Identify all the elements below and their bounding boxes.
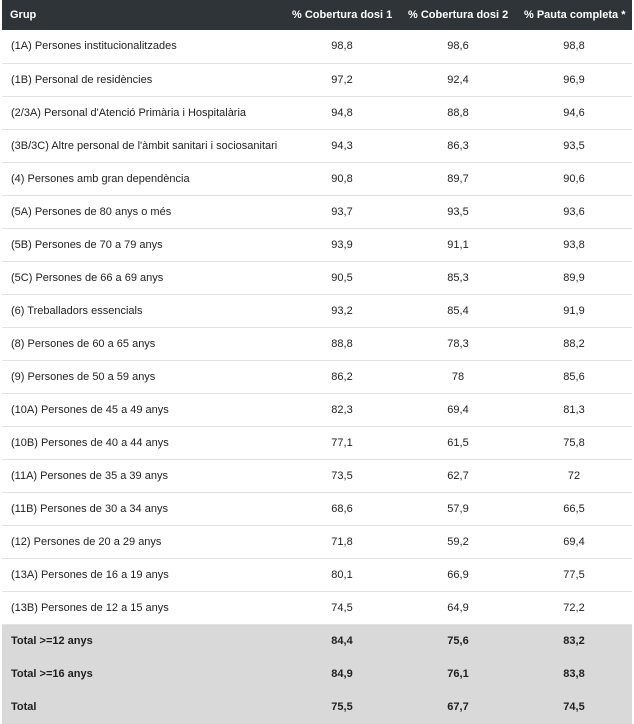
- coverage-table-container: [2, 0, 632, 724]
- column-header-full-schedule: % Pauta completa *: [524, 9, 626, 21]
- total-row: [2, 657, 632, 690]
- dose2-cell: 88,8: [447, 106, 469, 119]
- column-header-dose2: % Cobertura dosi 2: [408, 9, 509, 21]
- dose1-cell: 97,2: [331, 73, 353, 86]
- full-schedule-cell: 93,6: [563, 205, 585, 218]
- table-row: [2, 195, 632, 228]
- full-schedule-cell: 69,4: [563, 535, 585, 548]
- group-cell: (2/3A) Personal d'Atenció Primària i Hospitalària: [11, 106, 247, 119]
- full-schedule-cell: 91,9: [563, 304, 585, 317]
- dose1-cell: 93,2: [331, 304, 353, 317]
- dose2-cell: 59,2: [447, 535, 469, 548]
- full-schedule-cell: 98,8: [563, 40, 585, 53]
- group-cell: (1B) Personal de residències: [11, 73, 153, 86]
- dose2-cell: 78,3: [447, 337, 469, 350]
- dose1-cell: 71,8: [331, 535, 353, 548]
- table-row: [2, 162, 632, 195]
- group-cell: (10B) Persones de 40 a 44 anys: [11, 436, 169, 449]
- group-cell: (5B) Persones de 70 a 79 anys: [11, 238, 163, 251]
- full-schedule-cell: 94,6: [563, 106, 585, 119]
- dose1-cell: 84,9: [331, 667, 353, 680]
- dose2-cell: 75,6: [447, 634, 469, 647]
- group-cell: (3B/3C) Altre personal de l'àmbit sanitari i sociosanitari: [11, 139, 278, 152]
- total-row: [2, 690, 632, 723]
- table-row: [2, 558, 632, 591]
- group-cell: (1A) Persones institucionalitzades: [11, 40, 177, 53]
- dose1-cell: 93,7: [331, 205, 353, 218]
- group-cell: (10A) Persones de 45 a 49 anys: [11, 403, 169, 416]
- full-schedule-cell: 72,2: [563, 601, 585, 614]
- group-cell: (11A) Persones de 35 a 39 anys: [11, 469, 168, 482]
- dose1-cell: 90,8: [331, 172, 353, 185]
- table-row: [2, 327, 632, 360]
- group-cell: (11B) Persones de 30 a 34 anys: [11, 502, 168, 515]
- dose1-cell: 77,1: [331, 436, 353, 449]
- full-schedule-cell: 85,6: [563, 370, 585, 383]
- dose1-cell: 94,3: [331, 139, 353, 152]
- group-cell: (8) Persones de 60 a 65 anys: [11, 337, 156, 350]
- dose2-cell: 86,3: [447, 139, 469, 152]
- full-schedule-cell: 72: [567, 469, 581, 482]
- table-row: [2, 96, 632, 129]
- table-row: [2, 360, 632, 393]
- dose1-cell: 98,8: [331, 40, 353, 53]
- group-cell: (9) Persones de 50 a 59 anys: [11, 370, 156, 383]
- full-schedule-cell: 83,8: [563, 667, 585, 680]
- dose1-cell: 75,5: [331, 700, 353, 713]
- dose2-cell: 98,6: [447, 40, 469, 53]
- dose1-cell: 80,1: [331, 568, 353, 581]
- dose2-cell: 92,4: [447, 73, 469, 86]
- group-cell: (6) Treballadors essencials: [11, 304, 143, 317]
- table-row: [2, 492, 632, 525]
- table-body: [2, 30, 632, 723]
- group-cell: (5C) Persones de 66 a 69 anys: [11, 271, 164, 284]
- column-header-grup: Grup: [10, 9, 37, 21]
- full-schedule-cell: 89,9: [563, 271, 585, 284]
- coverage-table: [2, 0, 632, 724]
- full-schedule-cell: 66,5: [563, 502, 585, 515]
- dose1-cell: 68,6: [331, 502, 353, 515]
- group-cell: Total >=16 anys: [11, 667, 93, 680]
- dose2-cell: 57,9: [447, 502, 469, 515]
- group-cell: (13B) Persones de 12 a 15 anys: [11, 601, 169, 614]
- dose2-cell: 85,4: [447, 304, 469, 317]
- full-schedule-cell: 77,5: [563, 568, 585, 581]
- dose1-cell: 86,2: [331, 370, 353, 383]
- table-row: [2, 459, 632, 492]
- column-header-dose1: % Cobertura dosi 1: [292, 9, 393, 21]
- group-cell: (5A) Persones de 80 anys o més: [11, 205, 172, 218]
- full-schedule-cell: 81,3: [563, 403, 585, 416]
- dose1-cell: 73,5: [331, 469, 353, 482]
- dose2-cell: 93,5: [447, 205, 469, 218]
- total-row: [2, 624, 632, 657]
- table-row: [2, 591, 632, 624]
- full-schedule-cell: 88,2: [563, 337, 585, 350]
- full-schedule-cell: 93,5: [563, 139, 585, 152]
- group-cell: Total >=12 anys: [11, 634, 93, 647]
- table-row: [2, 30, 632, 63]
- dose1-cell: 82,3: [331, 403, 353, 416]
- dose2-cell: 78: [451, 370, 465, 383]
- table-row: [2, 261, 632, 294]
- group-cell: Total: [11, 700, 37, 713]
- table-row: [2, 393, 632, 426]
- table-row: [2, 525, 632, 558]
- dose1-cell: 84,4: [331, 634, 353, 647]
- group-cell: (13A) Persones de 16 a 19 anys: [11, 568, 169, 581]
- dose1-cell: 93,9: [331, 238, 353, 251]
- header-row: [2, 0, 632, 30]
- dose2-cell: 69,4: [447, 403, 469, 416]
- full-schedule-cell: 93,8: [563, 238, 585, 251]
- table-header: [2, 0, 632, 30]
- group-cell: (4) Persones amb gran dependència: [11, 172, 190, 185]
- table-row: [2, 63, 632, 96]
- table-row: [2, 129, 632, 162]
- dose2-cell: 67,7: [447, 700, 469, 713]
- table-row: [2, 228, 632, 261]
- dose2-cell: 64,9: [447, 601, 469, 614]
- dose2-cell: 66,9: [447, 568, 469, 581]
- full-schedule-cell: 75,8: [563, 436, 585, 449]
- dose1-cell: 90,5: [331, 271, 353, 284]
- dose2-cell: 61,5: [447, 436, 469, 449]
- dose1-cell: 88,8: [331, 337, 353, 350]
- group-cell: (12) Persones de 20 a 29 anys: [11, 535, 162, 548]
- dose2-cell: 62,7: [447, 469, 469, 482]
- dose2-cell: 76,1: [447, 667, 469, 680]
- dose2-cell: 85,3: [447, 271, 469, 284]
- table-row: [2, 294, 632, 327]
- dose1-cell: 94,8: [331, 106, 353, 119]
- full-schedule-cell: 83,2: [563, 634, 585, 647]
- table-row: [2, 426, 632, 459]
- dose2-cell: 89,7: [447, 172, 469, 185]
- full-schedule-cell: 96,9: [563, 73, 585, 86]
- full-schedule-cell: 90,6: [563, 172, 585, 185]
- full-schedule-cell: 74,5: [563, 700, 585, 713]
- dose1-cell: 74,5: [331, 601, 353, 614]
- dose2-cell: 91,1: [447, 238, 469, 251]
